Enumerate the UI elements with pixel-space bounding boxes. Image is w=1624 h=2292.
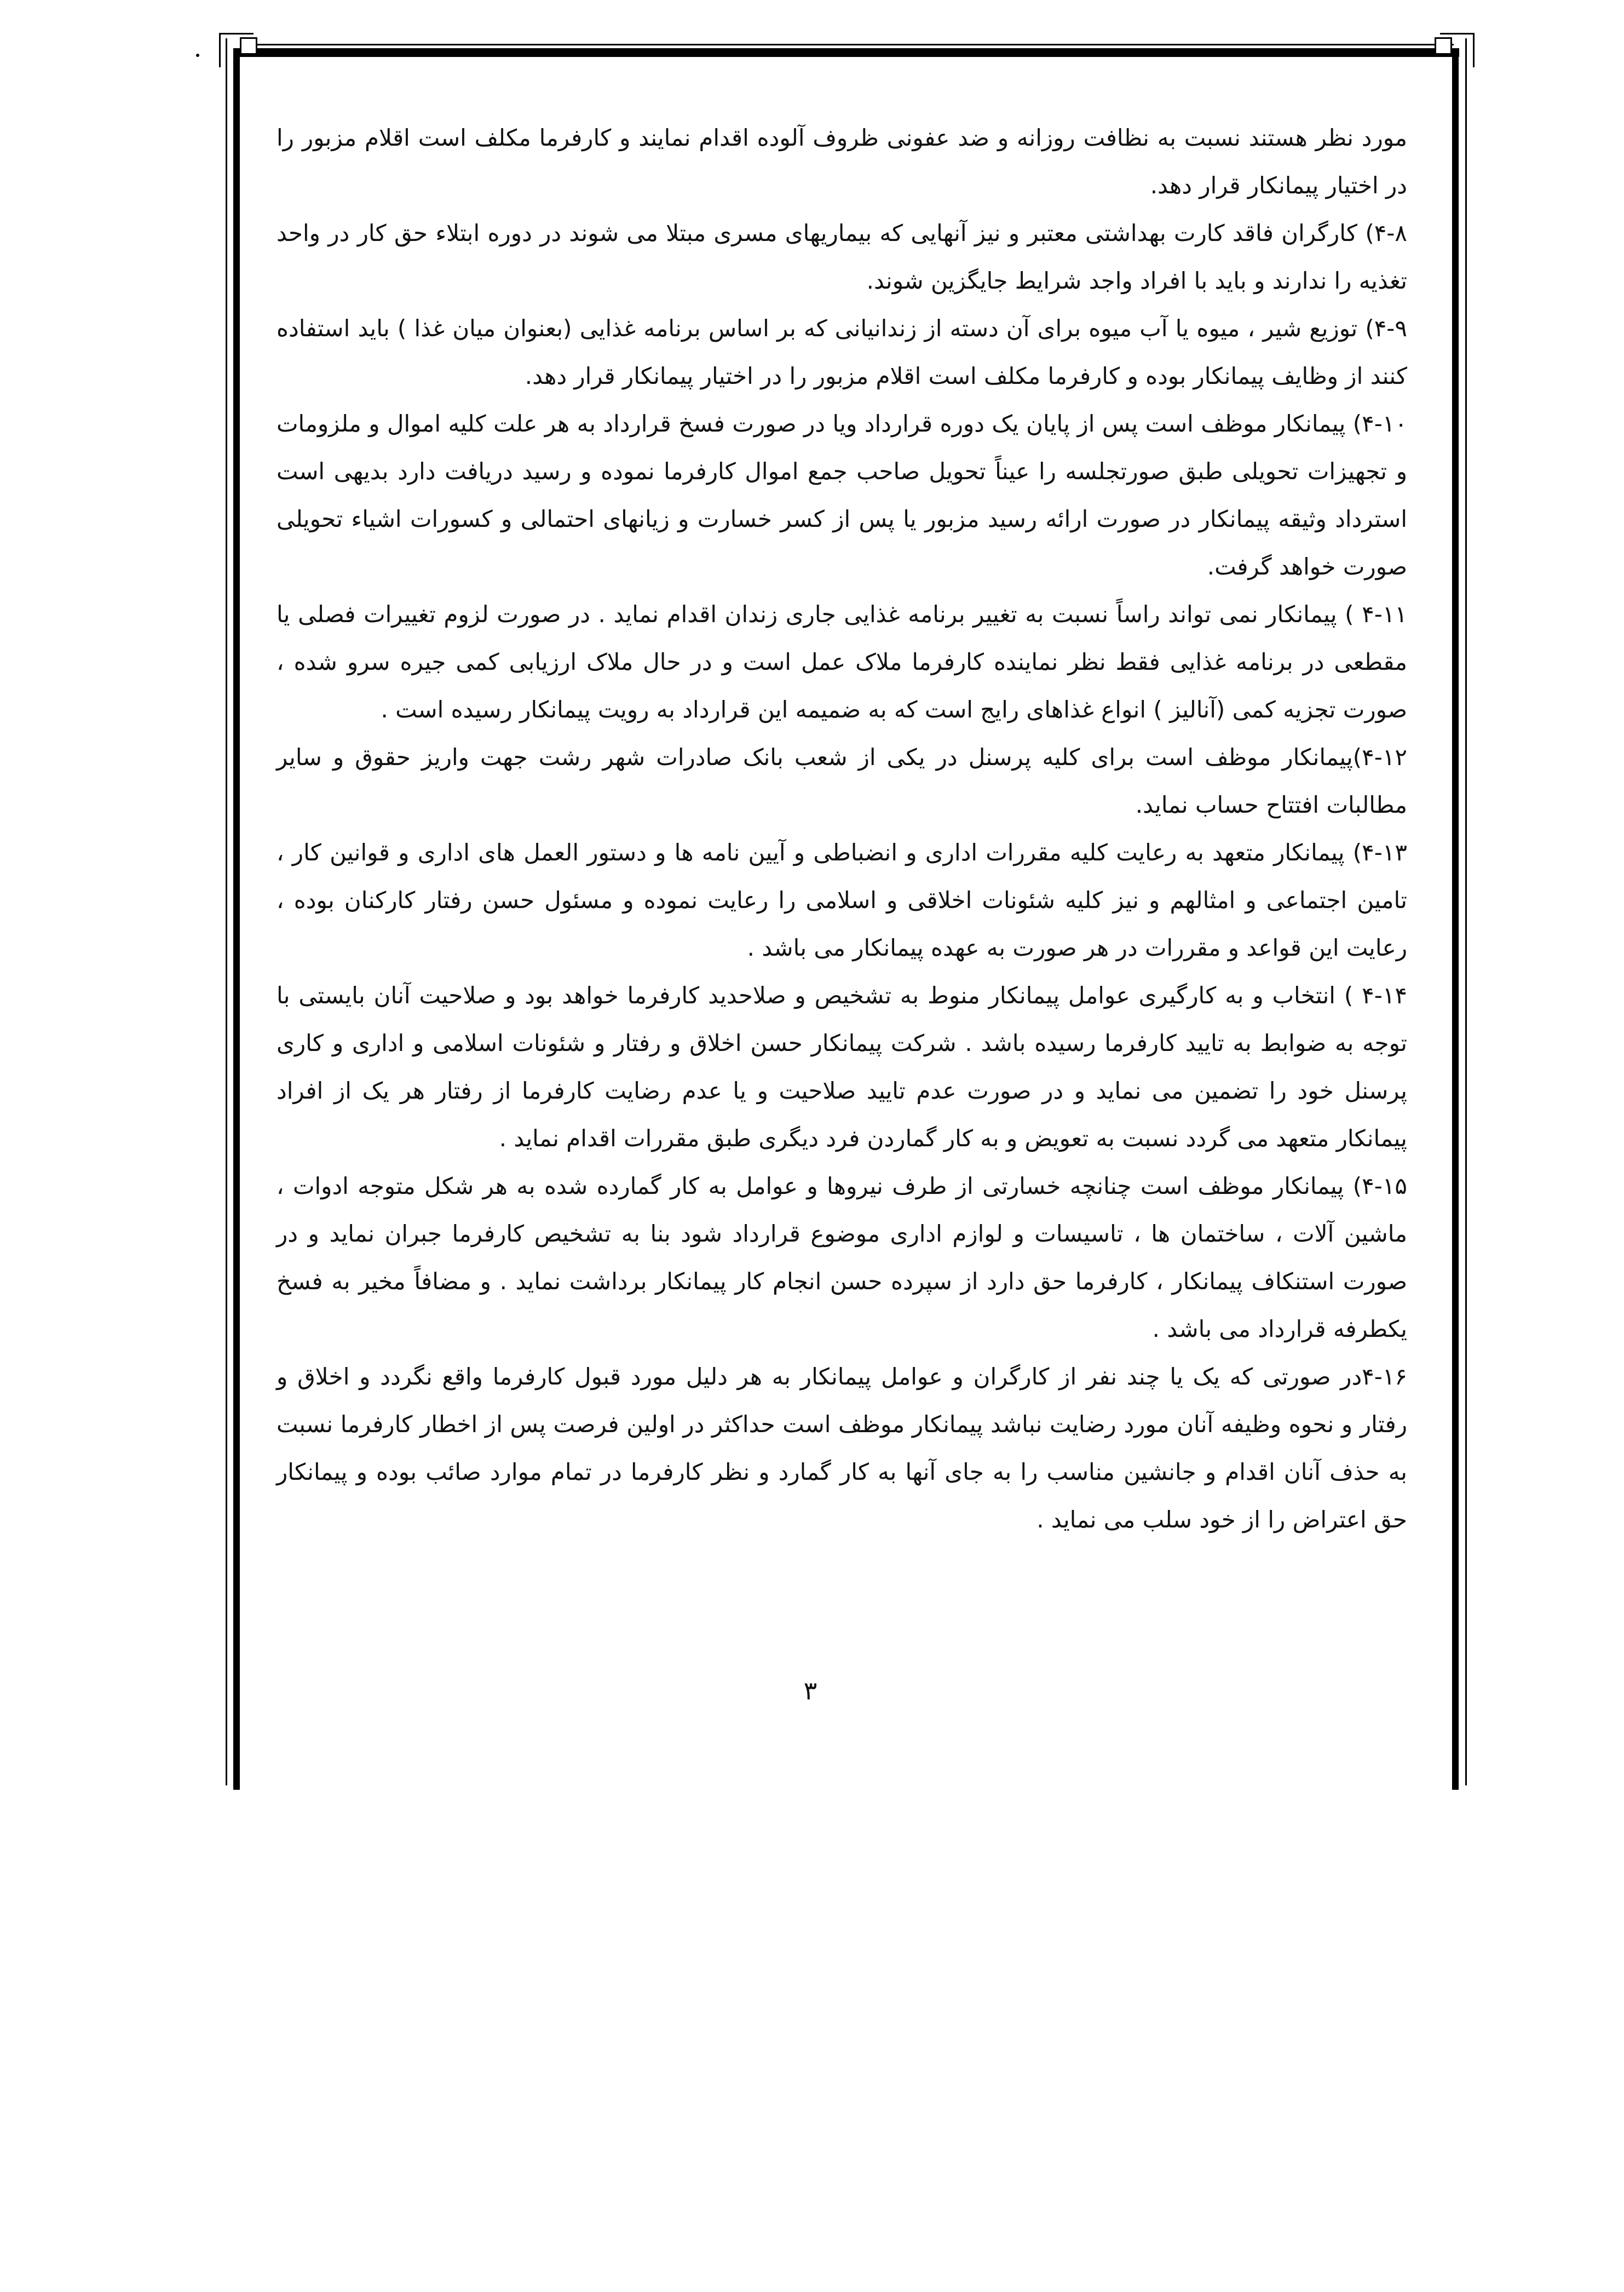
clause-4-10: ۴-۱۰) پیمانکار موظف است پس از پایان یک دوره قرارداد ویا در صورت فسخ قرارداد به هر علت کلیه اموال و ملزومات و تجهیزات تحویلی طبق صورتجلسه را عیناً تحویل صاحب جمع اموال کارفرما نموده و رسید دریافت دارد بدیهی است استرداد وثیقه پیمانکار در صورت ارائه رسید مزبور یا پس از کسر خسارت و زیانهای احتمالی و کسورات اشیاء تحویلی صورت خواهد گرفت. (277, 410, 1407, 580)
clause-4-8: ۴-۸) کارگران فاقد کارت بهداشتی معتبر و نیز آنهایی که بیماریهای مسری مبتلا می شوند در دوره ابتلاء حق کار در واحد تغذیه را ندارند و باید با افراد واجد شرایط جایگزین شوند. (277, 220, 1407, 294)
frame-top-border (235, 48, 1459, 57)
clause-4-15: ۴-۱۵) پیمانکار موظف است چنانچه خسارتی از طرف نیروها و عوامل به کار گمارده شده به هر شکل متوجه ادوات ، ماشین آلات ، ساختمان ها ، تاسیسات و لوازم اداری موضوع قرارداد شود بنا به تشخیص کارفرما جبران نماید و در صورت استنکاف پیمانکار ، کارفرما حق دارد از سپرده حسن انجام کار پیمانکار برداشت نماید . و مضافاً مخیر به فسخ یکطرفه قرارداد می باشد . (277, 1173, 1407, 1342)
page-number: ۳ (803, 1676, 817, 1705)
frame-right-border (1452, 48, 1459, 1790)
clause-4-9: ۴-۹) توزیع شیر ، میوه یا آب میوه برای آن دسته از زندانیانی که بر اساس برنامه غذایی (بعنوان میان غذا ) باید استفاده کنند از وظایف پیمانکار بوده و کارفرما مکلف است اقلام مزبور را در اختیار پیمانکار قرار دهد. (277, 315, 1407, 389)
clause-4-16: ۴-۱۶در صورتی که یک یا چند نفر از کارگران و عوامل پیمانکار به هر دلیل مورد قبول کارفرما واقع نگردد و اخلاق و رفتار و نحوه وظیفه آنان مورد رضایت نباشد پیمانکار موظف است حداکثر در اولین فرصت پس از اخطار کارفرما نسبت به حذف آنان اقدام و جانشین مناسب را به جای آنها به کار گمارد و نظر کارفرما در تمام موارد صائب بوده و پیمانکار حق اعتراض را از خود سلب می نماید . (277, 1363, 1407, 1533)
clause-4-14: ۴-۱۴ ) انتخاب و به کارگیری عوامل پیمانکار منوط به تشخیص و صلاحدید کارفرما خواهد بود و صلاحیت آنان بایستی با توجه به ضوابط به تایید کارفرما رسیده باشد . شرکت پیمانکار حسن اخلاق و رفتار و شئونات اسلامی و اداری و کاری پرسنل خود را تضمین می نماید و در صورت عدم تایید صلاحیت و یا عدم رضایت کارفرما از رفتار هر یک از افراد پیمانکار متعهد می گردد نسبت به تعویض و به کار گماردن فرد دیگری طبق مقررات اقدام نماید . (277, 982, 1407, 1152)
scan-speck (196, 54, 199, 57)
frame-left-border (233, 48, 240, 1790)
clause-4-12: ۴-۱۲)پیمانکار موظف است برای کلیه پرسنل در یکی از شعب بانک صادرات شهر رشت جهت واریز حقوق و سایر مطالبات افتتاح حساب نماید. (277, 744, 1407, 818)
paragraph-continuation: مورد نظر هستند نسبت به نظافت روزانه و ضد عفونی ظروف آلوده اقدام نمایند و کارفرما مکلف است اقلام مزبور را در اختیار پیمانکار قرار دهد. (277, 124, 1407, 199)
frame-corner-box-right (1435, 37, 1452, 55)
frame-left-thin-border (226, 38, 227, 1785)
clause-4-11: ۴-۱۱ ) پیمانکار نمی تواند راساً نسبت به تغییر برنامه غذایی جاری زندان اقدام نماید . در صورت لزوم تغییرات فصلی یا مقطعی در برنامه غذایی فقط نظر نماینده کارفرما ملاک عمل است و در حال ملاک ارزیابی کمی جیره سرو شده ، صورت تجزیه کمی (آنالیز ) انواع غذاهای رایج است که به ضمیمه این قرارداد به رویت پیمانکار رسیده است . (277, 601, 1407, 723)
frame-top-thin-border (241, 44, 1454, 45)
frame-corner-box-left (240, 37, 257, 55)
document-body (277, 114, 1407, 1543)
clause-4-13: ۴-۱۳) پیمانکار متعهد به رعایت کلیه مقررات اداری و انضباطی و آیین نامه ها و دستور العمل های اداری و قوانین کار ، تامین اجتماعی و امثالهم و نیز کلیه شئونات اخلاقی و اسلامی را رعایت نموده و مسئول حسن رفتار کارکنان بوده ، رعایت این قواعد و مقررات در هر صورت به عهده پیمانکار می باشد . (277, 839, 1407, 961)
frame-right-thin-border (1465, 38, 1467, 1785)
